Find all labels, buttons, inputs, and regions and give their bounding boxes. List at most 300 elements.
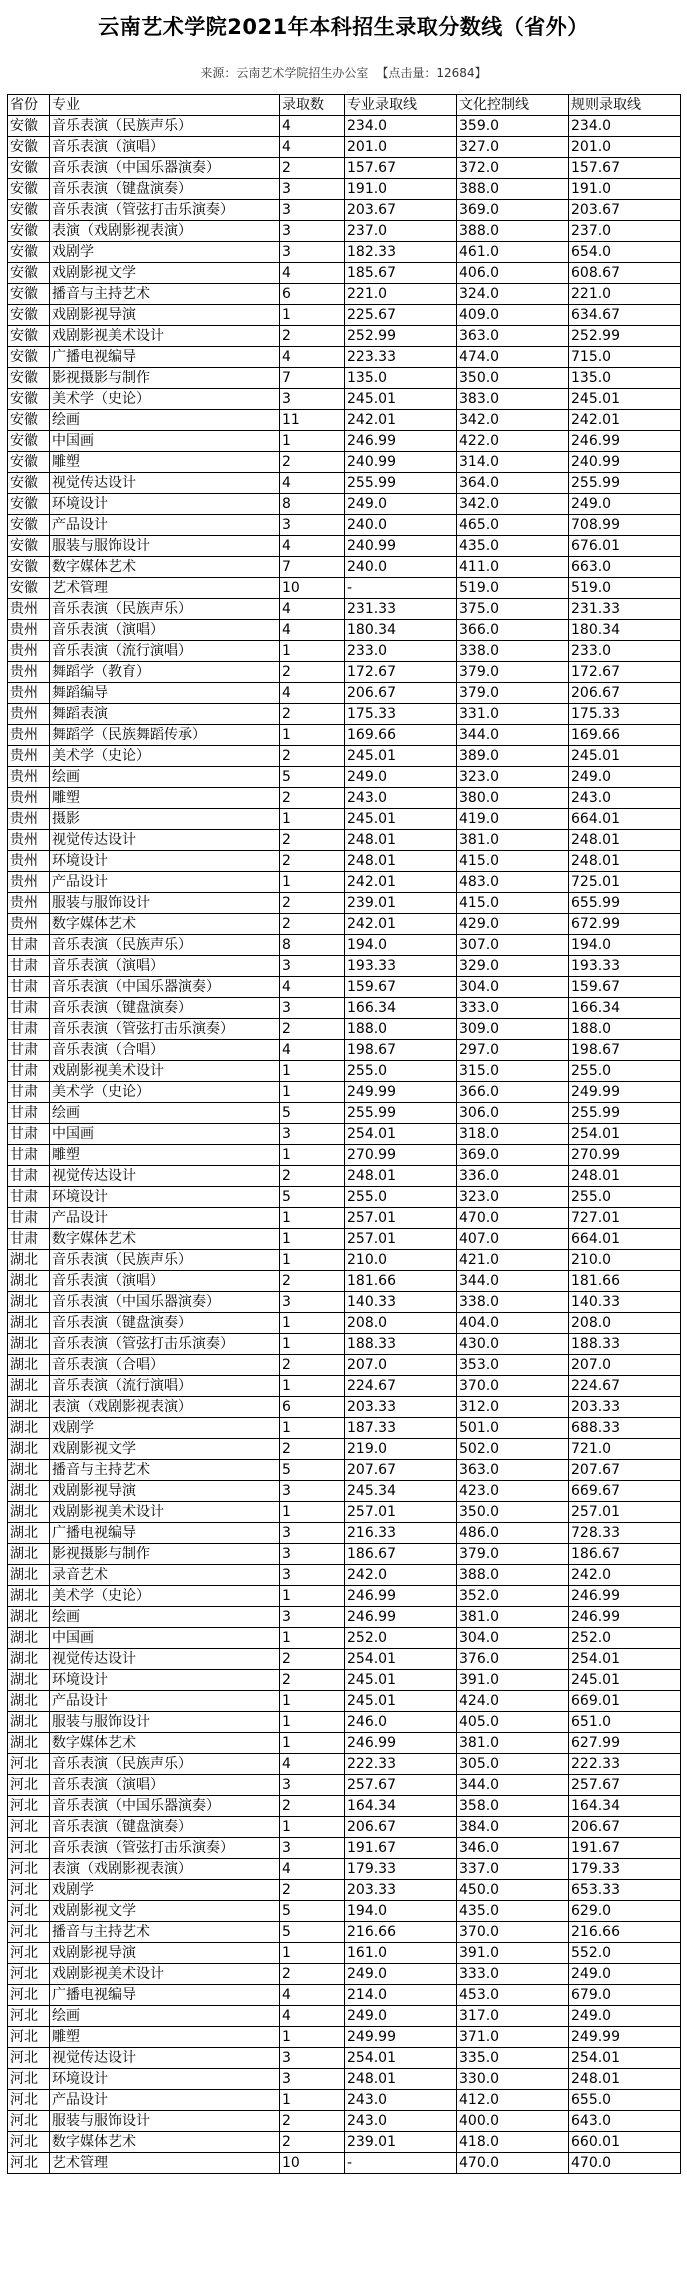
culture-line-cell: 305.0: [457, 1754, 569, 1775]
rule-line-cell: 255.99: [569, 473, 681, 494]
major-cell: 音乐表演（演唱）: [50, 1271, 280, 1292]
rule-line-cell: 255.0: [569, 1187, 681, 1208]
major-cell: 影视摄影与制作: [50, 1544, 280, 1565]
major-cell: 表演（戏剧影视表演）: [50, 1397, 280, 1418]
culture-line-cell: 453.0: [457, 1985, 569, 2006]
province-cell: 湖北: [8, 1439, 50, 1460]
major-line-cell: 223.33: [345, 347, 457, 368]
culture-line-cell: 333.0: [457, 1964, 569, 1985]
admitted-count-cell: 3: [280, 1124, 345, 1145]
table-row: [8, 221, 681, 242]
province-cell: 贵州: [8, 746, 50, 767]
province-cell: 河北: [8, 2027, 50, 2048]
province-cell: 安徽: [8, 410, 50, 431]
admitted-count-cell: 4: [280, 1859, 345, 1880]
culture-line-cell: 335.0: [457, 2048, 569, 2069]
major-cell: 绘画: [50, 1103, 280, 1124]
major-cell: 雕塑: [50, 788, 280, 809]
major-cell: 服装与服饰设计: [50, 1712, 280, 1733]
admitted-count-cell: 5: [280, 1460, 345, 1481]
table-row: [8, 1313, 681, 1334]
province-cell: 湖北: [8, 1355, 50, 1376]
rule-line-cell: 206.67: [569, 683, 681, 704]
province-cell: 湖北: [8, 1670, 50, 1691]
major-line-cell: 243.0: [345, 788, 457, 809]
admitted-count-cell: 7: [280, 368, 345, 389]
rule-line-cell: 519.0: [569, 578, 681, 599]
province-cell: 河北: [8, 1838, 50, 1859]
major-line-cell: 257.01: [345, 1229, 457, 1250]
culture-line-cell: 501.0: [457, 1418, 569, 1439]
culture-line-cell: 404.0: [457, 1313, 569, 1334]
admitted-count-cell: 1: [280, 2090, 345, 2111]
rule-line-cell: 257.01: [569, 1502, 681, 1523]
culture-line-cell: 309.0: [457, 1019, 569, 1040]
rule-line-cell: 643.0: [569, 2111, 681, 2132]
major-line-cell: 180.34: [345, 620, 457, 641]
admitted-count-cell: 1: [280, 1313, 345, 1334]
rule-line-cell: 257.67: [569, 1775, 681, 1796]
major-cell: 戏剧影视美术设计: [50, 1964, 280, 1985]
rule-line-cell: 249.0: [569, 767, 681, 788]
province-cell: 河北: [8, 1880, 50, 1901]
province-cell: 湖北: [8, 1544, 50, 1565]
province-cell: 甘肃: [8, 1061, 50, 1082]
rule-line-cell: 654.0: [569, 242, 681, 263]
admitted-count-cell: 1: [280, 1229, 345, 1250]
province-cell: 湖北: [8, 1712, 50, 1733]
province-cell: 湖北: [8, 1313, 50, 1334]
admitted-count-cell: 2: [280, 851, 345, 872]
province-cell: 河北: [8, 1754, 50, 1775]
admitted-count-cell: 4: [280, 347, 345, 368]
major-cell: 戏剧学: [50, 242, 280, 263]
major-cell: 戏剧影视美术设计: [50, 1502, 280, 1523]
culture-line-cell: 450.0: [457, 1880, 569, 1901]
table-body: [8, 116, 681, 2174]
culture-line-cell: 435.0: [457, 536, 569, 557]
admitted-count-cell: 5: [280, 1187, 345, 1208]
table-row: [8, 1355, 681, 1376]
table-row: [8, 578, 681, 599]
province-cell: 河北: [8, 2090, 50, 2111]
major-cell: 舞蹈表演: [50, 704, 280, 725]
province-cell: 河北: [8, 1796, 50, 1817]
rule-line-cell: 664.01: [569, 809, 681, 830]
major-cell: 戏剧影视文学: [50, 1439, 280, 1460]
major-cell: 绘画: [50, 1607, 280, 1628]
rule-line-cell: 191.67: [569, 1838, 681, 1859]
major-line-cell: 255.99: [345, 473, 457, 494]
rule-line-cell: 254.01: [569, 2048, 681, 2069]
major-cell: 视觉传达设计: [50, 2048, 280, 2069]
major-cell: 播音与主持艺术: [50, 1922, 280, 1943]
major-cell: 环境设计: [50, 2069, 280, 2090]
rule-line-cell: 179.33: [569, 1859, 681, 1880]
major-cell: 音乐表演（管弦打击乐演奏）: [50, 200, 280, 221]
major-line-cell: 245.01: [345, 809, 457, 830]
table-row: [8, 1985, 681, 2006]
major-cell: 音乐表演（流行演唱）: [50, 641, 280, 662]
major-line-cell: 255.99: [345, 1103, 457, 1124]
major-cell: 音乐表演（演唱）: [50, 956, 280, 977]
rule-line-cell: 246.99: [569, 1607, 681, 1628]
admitted-count-cell: 1: [280, 1586, 345, 1607]
rule-line-cell: 245.01: [569, 1670, 681, 1691]
admitted-count-cell: 2: [280, 788, 345, 809]
major-line-cell: 198.67: [345, 1040, 457, 1061]
major-cell: 音乐表演（管弦打击乐演奏）: [50, 1019, 280, 1040]
major-cell: 服装与服饰设计: [50, 2111, 280, 2132]
table-row: [8, 1565, 681, 1586]
admitted-count-cell: 2: [280, 1796, 345, 1817]
culture-line-cell: 363.0: [457, 1460, 569, 1481]
culture-line-cell: 369.0: [457, 1145, 569, 1166]
table-row: [8, 725, 681, 746]
culture-line-cell: 297.0: [457, 1040, 569, 1061]
table-row: [8, 1481, 681, 1502]
major-line-cell: 233.0: [345, 641, 457, 662]
table-row: [8, 1733, 681, 1754]
table-row: [8, 1943, 681, 1964]
major-line-cell: 182.33: [345, 242, 457, 263]
major-line-cell: 242.0: [345, 1565, 457, 1586]
province-cell: 贵州: [8, 683, 50, 704]
major-line-cell: 203.33: [345, 1880, 457, 1901]
province-cell: 贵州: [8, 767, 50, 788]
culture-line-cell: 429.0: [457, 914, 569, 935]
major-line-cell: 245.01: [345, 1691, 457, 1712]
major-cell: 产品设计: [50, 515, 280, 536]
major-cell: 广播电视编导: [50, 1985, 280, 2006]
table-row: [8, 1250, 681, 1271]
table-row: [8, 1691, 681, 1712]
rule-line-cell: 270.99: [569, 1145, 681, 1166]
province-cell: 湖北: [8, 1250, 50, 1271]
province-cell: 安徽: [8, 179, 50, 200]
major-line-cell: 193.33: [345, 956, 457, 977]
rule-line-cell: 210.0: [569, 1250, 681, 1271]
rule-line-cell: 715.0: [569, 347, 681, 368]
admitted-count-cell: 6: [280, 1397, 345, 1418]
province-cell: 安徽: [8, 116, 50, 137]
major-cell: 视觉传达设计: [50, 1649, 280, 1670]
table-row: [8, 620, 681, 641]
major-line-cell: 255.0: [345, 1061, 457, 1082]
rule-line-cell: 660.01: [569, 2132, 681, 2153]
admitted-count-cell: 1: [280, 641, 345, 662]
major-line-cell: 161.0: [345, 1943, 457, 1964]
admitted-count-cell: 1: [280, 1145, 345, 1166]
province-cell: 湖北: [8, 1586, 50, 1607]
major-cell: 戏剧影视美术设计: [50, 1061, 280, 1082]
table-row: [8, 452, 681, 473]
culture-line-cell: 344.0: [457, 1775, 569, 1796]
table-row: [8, 893, 681, 914]
rule-line-cell: 221.0: [569, 284, 681, 305]
table-row: [8, 1964, 681, 1985]
major-line-cell: 206.67: [345, 683, 457, 704]
major-line-cell: 255.0: [345, 1187, 457, 1208]
source-text: 来源：云南艺术学院招生办公室: [200, 65, 369, 80]
major-cell: 美术学（史论）: [50, 389, 280, 410]
table-row: [8, 1229, 681, 1250]
province-cell: 湖北: [8, 1460, 50, 1481]
province-cell: 河北: [8, 1985, 50, 2006]
table-row: [8, 179, 681, 200]
culture-line-cell: 461.0: [457, 242, 569, 263]
culture-line-cell: 323.0: [457, 767, 569, 788]
major-cell: 产品设计: [50, 1208, 280, 1229]
rule-line-cell: 181.66: [569, 1271, 681, 1292]
table-row: [8, 1439, 681, 1460]
major-line-cell: 252.99: [345, 326, 457, 347]
table-row: [8, 1544, 681, 1565]
source-line: [0, 52, 687, 92]
admitted-count-cell: 4: [280, 683, 345, 704]
table-row: [8, 914, 681, 935]
rule-line-cell: 208.0: [569, 1313, 681, 1334]
rule-line-cell: 669.01: [569, 1691, 681, 1712]
province-cell: 甘肃: [8, 977, 50, 998]
rule-line-cell: 249.0: [569, 2006, 681, 2027]
province-cell: 甘肃: [8, 1082, 50, 1103]
province-cell: 湖北: [8, 1292, 50, 1313]
province-cell: 河北: [8, 1859, 50, 1880]
admitted-count-cell: 3: [280, 1292, 345, 1313]
major-cell: 音乐表演（演唱）: [50, 137, 280, 158]
table-row: [8, 1796, 681, 1817]
rule-line-cell: 188.0: [569, 1019, 681, 1040]
rule-line-cell: 672.99: [569, 914, 681, 935]
admitted-count-cell: 4: [280, 116, 345, 137]
major-cell: 艺术管理: [50, 2153, 280, 2174]
major-cell: 摄影: [50, 809, 280, 830]
major-line-cell: 248.01: [345, 830, 457, 851]
admitted-count-cell: 2: [280, 830, 345, 851]
admitted-count-cell: 1: [280, 809, 345, 830]
admitted-count-cell: 4: [280, 599, 345, 620]
rule-line-cell: 193.33: [569, 956, 681, 977]
culture-line-cell: 372.0: [457, 158, 569, 179]
culture-line-cell: 370.0: [457, 1922, 569, 1943]
culture-line-cell: 465.0: [457, 515, 569, 536]
province-cell: 安徽: [8, 473, 50, 494]
table-row: [8, 1124, 681, 1145]
culture-line-cell: 415.0: [457, 851, 569, 872]
admitted-count-cell: 3: [280, 389, 345, 410]
column-header-admitted: 录取数: [280, 95, 345, 116]
rule-line-cell: 246.99: [569, 1586, 681, 1607]
column-header-major: 专业: [50, 95, 280, 116]
province-cell: 甘肃: [8, 998, 50, 1019]
rule-line-cell: 651.0: [569, 1712, 681, 1733]
province-cell: 河北: [8, 1901, 50, 1922]
admitted-count-cell: 1: [280, 1334, 345, 1355]
admitted-count-cell: 4: [280, 473, 345, 494]
major-cell: 音乐表演（中国乐器演奏）: [50, 158, 280, 179]
culture-line-cell: 323.0: [457, 1187, 569, 1208]
province-cell: 甘肃: [8, 1145, 50, 1166]
major-cell: 音乐表演（管弦打击乐演奏）: [50, 1334, 280, 1355]
culture-line-cell: 346.0: [457, 1838, 569, 1859]
culture-line-cell: 312.0: [457, 1397, 569, 1418]
rule-line-cell: 248.01: [569, 830, 681, 851]
province-cell: 湖北: [8, 1523, 50, 1544]
admitted-count-cell: 2: [280, 1166, 345, 1187]
culture-line-cell: 338.0: [457, 641, 569, 662]
major-line-cell: 248.01: [345, 1166, 457, 1187]
major-line-cell: 222.33: [345, 1754, 457, 1775]
rule-line-cell: 245.01: [569, 746, 681, 767]
culture-line-cell: 400.0: [457, 2111, 569, 2132]
rule-line-cell: 663.0: [569, 557, 681, 578]
table-row: [8, 1523, 681, 1544]
major-cell: 中国画: [50, 1628, 280, 1649]
admitted-count-cell: 1: [280, 305, 345, 326]
column-header-major-line: 专业录取线: [345, 95, 457, 116]
culture-line-cell: 389.0: [457, 746, 569, 767]
admitted-count-cell: 1: [280, 1250, 345, 1271]
table-row: [8, 2132, 681, 2153]
admitted-count-cell: 2: [280, 1964, 345, 1985]
rule-line-cell: 249.99: [569, 2027, 681, 2048]
admitted-count-cell: 3: [280, 515, 345, 536]
major-cell: 音乐表演（民族声乐）: [50, 116, 280, 137]
rule-line-cell: 216.66: [569, 1922, 681, 1943]
province-cell: 湖北: [8, 1481, 50, 1502]
culture-line-cell: 353.0: [457, 1355, 569, 1376]
major-cell: 表演（戏剧影视表演）: [50, 1859, 280, 1880]
province-cell: 湖北: [8, 1334, 50, 1355]
province-cell: 湖北: [8, 1271, 50, 1292]
major-line-cell: 242.01: [345, 914, 457, 935]
province-cell: 河北: [8, 1964, 50, 1985]
major-cell: 戏剧影视文学: [50, 1901, 280, 1922]
major-line-cell: 164.34: [345, 1796, 457, 1817]
table-row: [8, 200, 681, 221]
culture-line-cell: 388.0: [457, 179, 569, 200]
province-cell: 湖北: [8, 1397, 50, 1418]
rule-line-cell: 222.33: [569, 1754, 681, 1775]
major-cell: 美术学（史论）: [50, 746, 280, 767]
culture-line-cell: 486.0: [457, 1523, 569, 1544]
culture-line-cell: 376.0: [457, 1649, 569, 1670]
major-line-cell: 246.99: [345, 1733, 457, 1754]
province-cell: 贵州: [8, 599, 50, 620]
admitted-count-cell: 1: [280, 1418, 345, 1439]
major-line-cell: 239.01: [345, 2132, 457, 2153]
table-row: [8, 158, 681, 179]
major-line-cell: 225.67: [345, 305, 457, 326]
table-row: [8, 1628, 681, 1649]
culture-line-cell: 519.0: [457, 578, 569, 599]
culture-line-cell: 381.0: [457, 1733, 569, 1754]
culture-line-cell: 388.0: [457, 1565, 569, 1586]
rule-line-cell: 252.99: [569, 326, 681, 347]
major-line-cell: 201.0: [345, 137, 457, 158]
province-cell: 贵州: [8, 662, 50, 683]
major-cell: 环境设计: [50, 494, 280, 515]
province-cell: 湖北: [8, 1733, 50, 1754]
major-cell: 绘画: [50, 410, 280, 431]
province-cell: 安徽: [8, 578, 50, 599]
province-cell: 贵州: [8, 809, 50, 830]
major-line-cell: -: [345, 2153, 457, 2174]
major-line-cell: 214.0: [345, 1985, 457, 2006]
rule-line-cell: 164.34: [569, 1796, 681, 1817]
rule-line-cell: 727.01: [569, 1208, 681, 1229]
province-cell: 安徽: [8, 389, 50, 410]
major-cell: 戏剧影视导演: [50, 1481, 280, 1502]
admitted-count-cell: 1: [280, 1733, 345, 1754]
rule-line-cell: 248.01: [569, 1166, 681, 1187]
table-row: [8, 1187, 681, 1208]
major-line-cell: 188.33: [345, 1334, 457, 1355]
table-row: [8, 1775, 681, 1796]
major-line-cell: 249.0: [345, 494, 457, 515]
major-line-cell: 140.33: [345, 1292, 457, 1313]
major-line-cell: 175.33: [345, 704, 457, 725]
major-line-cell: 245.01: [345, 746, 457, 767]
major-line-cell: 206.67: [345, 1817, 457, 1838]
admitted-count-cell: 1: [280, 431, 345, 452]
table-row: [8, 2069, 681, 2090]
table-row: [8, 977, 681, 998]
culture-line-cell: 306.0: [457, 1103, 569, 1124]
table-row: [8, 1586, 681, 1607]
rule-line-cell: 255.99: [569, 1103, 681, 1124]
rule-line-cell: 207.0: [569, 1355, 681, 1376]
province-cell: 贵州: [8, 725, 50, 746]
admitted-count-cell: 3: [280, 221, 345, 242]
major-cell: 绘画: [50, 767, 280, 788]
admitted-count-cell: 1: [280, 1943, 345, 1964]
culture-line-cell: 381.0: [457, 830, 569, 851]
rule-line-cell: 207.67: [569, 1460, 681, 1481]
table-row: [8, 1166, 681, 1187]
province-cell: 贵州: [8, 788, 50, 809]
major-line-cell: 248.01: [345, 2069, 457, 2090]
major-line-cell: 270.99: [345, 1145, 457, 1166]
major-cell: 美术学（史论）: [50, 1586, 280, 1607]
major-line-cell: -: [345, 578, 457, 599]
major-line-cell: 166.34: [345, 998, 457, 1019]
rule-line-cell: 166.34: [569, 998, 681, 1019]
admitted-count-cell: 3: [280, 200, 345, 221]
major-cell: 数字媒体艺术: [50, 2132, 280, 2153]
admitted-count-cell: 1: [280, 1628, 345, 1649]
table-row: [8, 746, 681, 767]
province-cell: 安徽: [8, 368, 50, 389]
table-row: [8, 305, 681, 326]
table-row: [8, 1397, 681, 1418]
major-cell: 视觉传达设计: [50, 1166, 280, 1187]
culture-line-cell: 474.0: [457, 347, 569, 368]
province-cell: 河北: [8, 1775, 50, 1796]
major-cell: 雕塑: [50, 1145, 280, 1166]
rule-line-cell: 172.67: [569, 662, 681, 683]
culture-line-cell: 380.0: [457, 788, 569, 809]
table-row: [8, 389, 681, 410]
major-line-cell: 179.33: [345, 1859, 457, 1880]
rule-line-cell: 249.99: [569, 1082, 681, 1103]
major-cell: 绘画: [50, 2006, 280, 2027]
major-cell: 戏剧学: [50, 1418, 280, 1439]
admitted-count-cell: 4: [280, 137, 345, 158]
province-cell: 安徽: [8, 536, 50, 557]
major-line-cell: 194.0: [345, 935, 457, 956]
